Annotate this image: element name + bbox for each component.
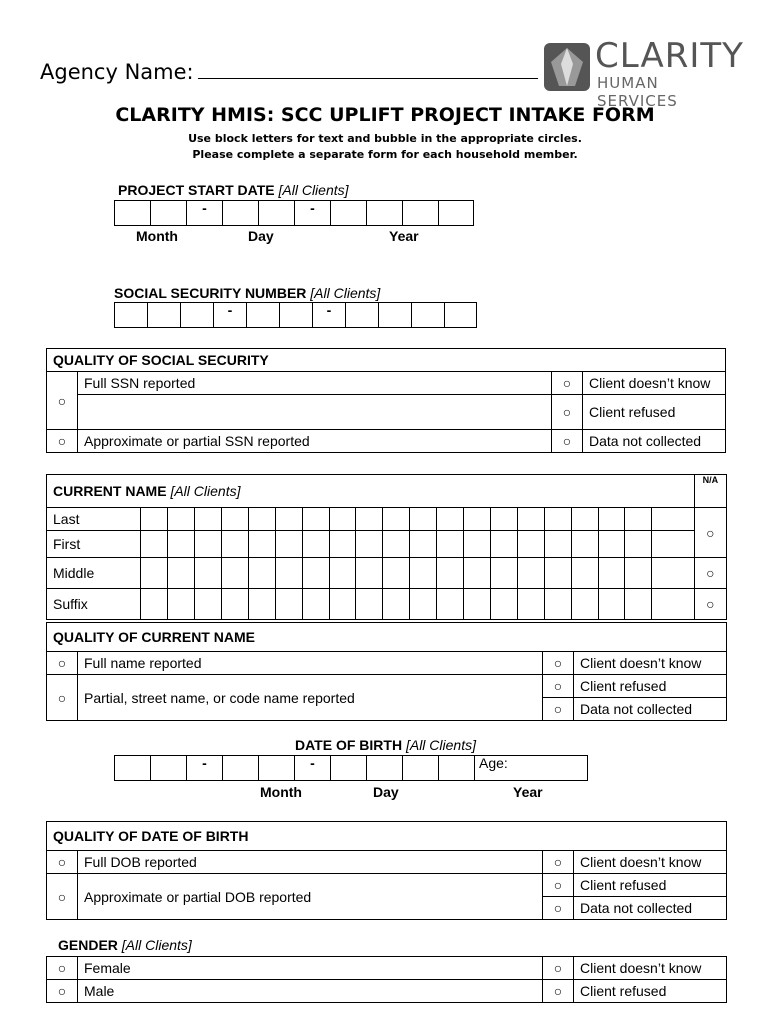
age-field[interactable]: Age:	[474, 755, 588, 781]
name-partial-bubble[interactable]: ○	[47, 675, 78, 721]
dob-quality-title: QUALITY OF DATE OF BIRTH	[47, 822, 727, 851]
male-bubble[interactable]: ○	[47, 980, 78, 1003]
ssn-dk-bubble[interactable]: ○	[552, 372, 583, 395]
name-na-bubble[interactable]: ○	[694, 508, 726, 558]
subtitle-1: Use block letters for text and bubble in the appropriate circles.	[188, 132, 582, 145]
ssn-quality-title: QUALITY OF SOCIAL SECURITY	[47, 349, 726, 372]
gender-dk-bubble[interactable]: ○	[543, 957, 574, 980]
dob-boxes[interactable]: - - Age:	[114, 755, 588, 781]
logo-line2: HUMAN SERVICES	[597, 74, 678, 110]
name-quality-table: QUALITY OF CURRENT NAME ○ Full name reported ○ Client doesn’t know ○ Partial, street name, or code name reported ○ Client refused ○ Data not collected	[46, 622, 727, 721]
dob-refused-bubble[interactable]: ○	[543, 874, 574, 897]
name-dnc-bubble[interactable]: ○	[543, 698, 574, 721]
female-bubble[interactable]: ○	[47, 957, 78, 980]
dob-full-bubble[interactable]: ○	[47, 851, 78, 874]
name-full-bubble[interactable]: ○	[47, 652, 78, 675]
agency-line[interactable]	[198, 58, 538, 79]
ssn-full-bubble[interactable]: ○	[47, 372, 78, 430]
ssn-label: SOCIAL SECURITY NUMBER [All Clients]	[114, 285, 381, 301]
start-month-caption: Month	[136, 228, 178, 244]
ssn-refused-bubble[interactable]: ○	[552, 395, 583, 430]
dob-approx-bubble[interactable]: ○	[47, 874, 78, 920]
page-title: CLARITY HMIS: SCC UPLIFT PROJECT INTAKE FORM	[115, 104, 655, 126]
current-name-table: CURRENT NAME [All Clients] N/A Last ○ First Middle ○ Suffix ○	[46, 474, 727, 620]
logo-gem-icon	[543, 42, 591, 92]
agency-name-field[interactable]	[40, 58, 538, 84]
dob-dnc-bubble[interactable]: ○	[543, 897, 574, 920]
name-quality-title: QUALITY OF CURRENT NAME	[47, 623, 727, 652]
gender-refused-bubble[interactable]: ○	[543, 980, 574, 1003]
gender-table: ○ Female ○ Client doesn’t know ○ Male ○ Client refused	[46, 956, 727, 1003]
start-day-caption: Day	[248, 228, 274, 244]
ssn-full-label: Full SSN reported	[78, 372, 552, 395]
clarity-logo	[543, 36, 744, 110]
suffix-na-bubble[interactable]: ○	[694, 589, 726, 620]
dob-label: DATE OF BIRTH [All Clients]	[295, 737, 476, 753]
ssn-dnc-bubble[interactable]: ○	[552, 430, 583, 453]
name-dk-bubble[interactable]: ○	[543, 652, 574, 675]
dob-dk-bubble[interactable]: ○	[543, 851, 574, 874]
start-date-label: PROJECT START DATE [All Clients]	[118, 182, 349, 198]
gender-label: GENDER [All Clients]	[58, 937, 192, 953]
start-date-boxes[interactable]: - -	[114, 200, 474, 226]
ssn-quality-table: QUALITY OF SOCIAL SECURITY ○ Full SSN reported ○ Client doesn’t know ○ Client refused ○ Approximate or partial SSN reported ○ Data not collected	[46, 348, 726, 453]
ssn-boxes[interactable]: - -	[114, 302, 477, 328]
ssn-approx-bubble[interactable]: ○	[47, 430, 78, 453]
dob-quality-table: QUALITY OF DATE OF BIRTH ○ Full DOB reported ○ Client doesn’t know ○ Approximate or partial DOB reported ○ Client refused ○ Data not collected	[46, 821, 727, 920]
start-year-caption: Year	[389, 228, 419, 244]
logo-line1: CLARITY	[595, 36, 744, 76]
agency-label: Agency Name:	[40, 60, 194, 84]
name-refused-bubble[interactable]: ○	[543, 675, 574, 698]
middle-na-bubble[interactable]: ○	[694, 558, 726, 589]
subtitle-2: Please complete a separate form for each household member.	[192, 148, 578, 161]
name-label: CURRENT NAME [All Clients]	[47, 475, 695, 508]
